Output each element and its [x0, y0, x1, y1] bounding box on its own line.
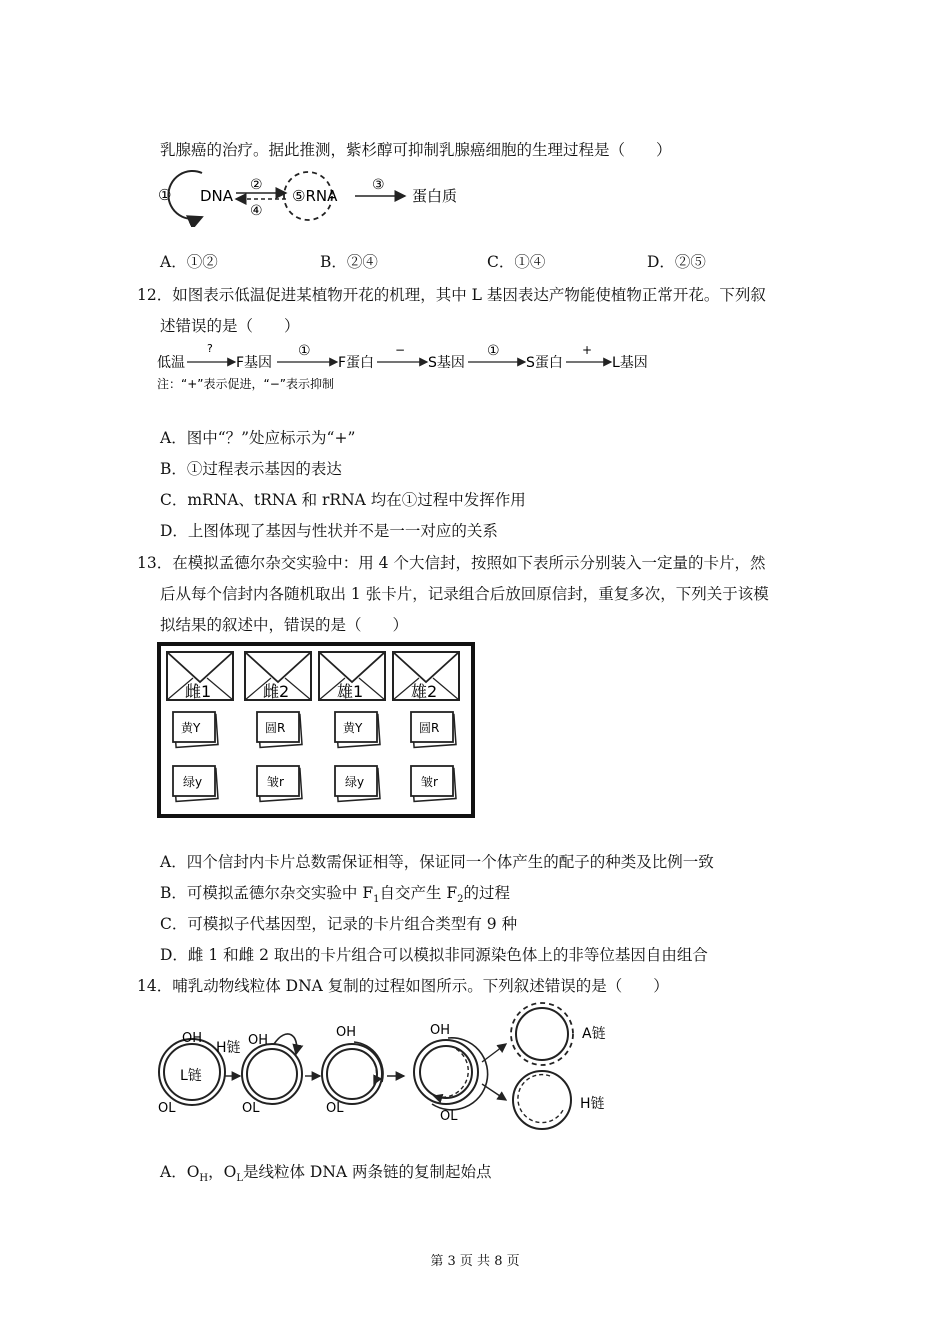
q14-option-a-mid: ，O — [208, 1163, 237, 1181]
card-row2-1 — [173, 766, 218, 801]
envelope-female-1 — [167, 652, 233, 701]
q13-envelope-figure — [157, 642, 477, 820]
q14-stem: 14．哺乳动物线粒体 DNA 复制的过程如图所示。下列叙述错误的是（ ） — [137, 977, 669, 995]
q11-label-3: ③ — [372, 177, 385, 193]
envelope-male-2 — [393, 652, 459, 701]
q12-step-1a: ① — [298, 343, 311, 359]
q14-oh-1: OH — [182, 1031, 203, 1046]
q12-option-c[interactable]: C．mRNA、tRNA 和 rRNA 均在①过程中发挥作用 — [160, 491, 526, 509]
q13-option-d[interactable]: D．雌 1 和雌 2 取出的卡片组合可以模拟非同源染色体上的非等位基因自由组合 — [160, 946, 708, 964]
q13-option-b-pre: B．可模拟孟德尔杂交实验中 F — [160, 884, 374, 902]
mtdna-stage-4 — [414, 1023, 488, 1124]
q11-label-1: ① — [158, 186, 172, 204]
q13-option-b-sub1: 1 — [373, 894, 380, 906]
q12-s-gene: S基因 — [428, 355, 465, 371]
q12-f-protein: F蛋白 — [338, 355, 375, 371]
q14-option-a[interactable] — [160, 1160, 492, 1184]
envelope-male-1 — [319, 652, 385, 701]
mtdna-daughter-a — [511, 1003, 606, 1065]
q12-diagram — [155, 338, 675, 398]
q12-low-temp: 低温 — [157, 355, 185, 371]
q13-option-b-mid: 自交产生 F — [379, 884, 458, 902]
q14-h-chain-label: H链 — [216, 1040, 241, 1056]
envelope-label-3: 雄1 — [337, 682, 364, 701]
q12-minus: − — [395, 343, 406, 357]
q14-ol-3: OL — [326, 1101, 344, 1116]
mtdna-stage-3 — [322, 1025, 383, 1116]
envelope-label-4: 雄2 — [411, 682, 438, 701]
q14-option-a-sub2: L — [236, 1173, 243, 1185]
q13-option-b-sub2: 2 — [457, 894, 464, 906]
q13-stem-line3: 拟结果的叙述中，错误的是（ ） — [160, 616, 409, 634]
card-row2-4 — [411, 766, 456, 801]
q14-arrow-down — [482, 1084, 506, 1100]
q14-l-chain-label: L链 — [180, 1068, 202, 1084]
q11-rna: ⑤RNA — [292, 187, 338, 205]
q12-f-gene: F基因 — [236, 355, 273, 371]
q14-oh-2: OH — [248, 1033, 269, 1048]
card-label-r2-2: 皱r — [267, 775, 284, 789]
q12-option-a[interactable]: A．图中“？”处应标示为“+” — [160, 429, 356, 447]
q13-option-c[interactable]: C．可模拟子代基因型，记录的卡片组合类型有 9 种 — [160, 915, 518, 933]
card-row1-3 — [335, 712, 380, 747]
q11-label-2: ② — [250, 177, 263, 193]
q11-option-d[interactable]: D．②⑤ — [647, 253, 706, 271]
q14-mtdna-diagram — [150, 1000, 620, 1130]
card-row1-2 — [257, 712, 302, 747]
q12-l-gene: L基因 — [612, 355, 648, 371]
card-row2-3 — [335, 766, 380, 801]
q14-ol-4: OL — [440, 1109, 458, 1124]
q11-replication-arc — [168, 171, 202, 219]
q14-arrow-up — [482, 1044, 506, 1062]
card-label-r2-4: 皱r — [421, 775, 438, 789]
q11-diagram — [150, 165, 480, 227]
q13-option-b-post: 的过程 — [463, 884, 511, 902]
envelope-label-2: 雌2 — [263, 682, 290, 701]
q12-note: 注：“+”表示促进，“−”表示抑制 — [157, 377, 334, 391]
q12-s-protein: S蛋白 — [526, 355, 563, 371]
q11-label-4: ④ — [250, 203, 263, 219]
card-label-r1-1: 黄Y — [181, 721, 201, 735]
q11-option-a[interactable]: A．①② — [160, 253, 218, 271]
q13-option-a[interactable]: A．四个信封内卡片总数需保证相等，保证同一个体产生的配子的种类及比例一致 — [160, 853, 714, 871]
card-label-r2-3: 绿y — [345, 775, 365, 789]
q12-question-mark: ? — [207, 342, 213, 355]
card-row2-2 — [257, 766, 302, 801]
card-label-r1-4: 圆R — [419, 721, 440, 735]
q14-option-a-post: 是线粒体 DNA 两条链的复制起始点 — [243, 1163, 492, 1181]
q14-h-chain-label-2: H链 — [580, 1096, 605, 1112]
q12-option-b[interactable]: B．①过程表示基因的表达 — [160, 460, 342, 478]
q14-oh-3: OH — [336, 1025, 357, 1040]
q14-oh-4: OH — [430, 1023, 451, 1038]
q13-stem-line1: 13．在模拟孟德尔杂交实验中：用 4 个大信封，按照如下表所示分别装入一定量的卡片，然 — [137, 554, 766, 572]
page-footer: 第 3 页 共 8 页 — [430, 1254, 520, 1269]
q13-stem-line2: 后从每个信封内各随机取出 1 张卡片，记录组合后放回原信封，重复多次，下列关于该模 — [160, 585, 769, 603]
card-row1-1 — [173, 712, 218, 747]
envelope-label-1: 雌1 — [185, 682, 212, 701]
mtdna-stage-2 — [242, 1033, 302, 1116]
mtdna-daughter-h — [513, 1071, 605, 1129]
q11-option-b[interactable]: B．②④ — [320, 253, 378, 271]
q12-stem-line1: 12．如图表示低温促进某植物开花的机理，其中 L 基因表达产物能使植物正常开花。下列叙 — [137, 286, 766, 304]
q12-option-d[interactable]: D．上图体现了基因与性状并不是一一对应的关系 — [160, 522, 498, 540]
q11-option-c[interactable]: C．①④ — [487, 253, 546, 271]
q12-stem-line2: 述错误的是（ ） — [160, 317, 300, 335]
card-label-r1-2: 圆R — [265, 721, 286, 735]
q13-option-b[interactable] — [160, 881, 510, 905]
q12-step-1b: ① — [487, 343, 500, 359]
card-label-r1-3: 黄Y — [343, 721, 363, 735]
mtdna-stage-1 — [158, 1031, 241, 1116]
envelope-female-2 — [245, 652, 311, 701]
q11-protein: 蛋白质 — [412, 187, 458, 205]
q11-options — [160, 250, 880, 272]
q11-dna: DNA — [200, 187, 234, 205]
q14-ol-2: OL — [242, 1101, 260, 1116]
q14-option-a-sub1: H — [199, 1173, 209, 1185]
q12-plus: + — [582, 343, 593, 357]
card-label-r2-1: 绿y — [183, 775, 203, 789]
q11-stem: 乳腺癌的治疗。据此推测，紫杉醇可抑制乳腺癌细胞的生理过程是（ ） — [160, 141, 672, 159]
q14-option-a-pre: A．O — [160, 1163, 200, 1181]
card-row1-4 — [411, 712, 456, 747]
q14-a-chain-label: A链 — [582, 1026, 606, 1042]
q14-ol-1: OL — [158, 1101, 176, 1116]
